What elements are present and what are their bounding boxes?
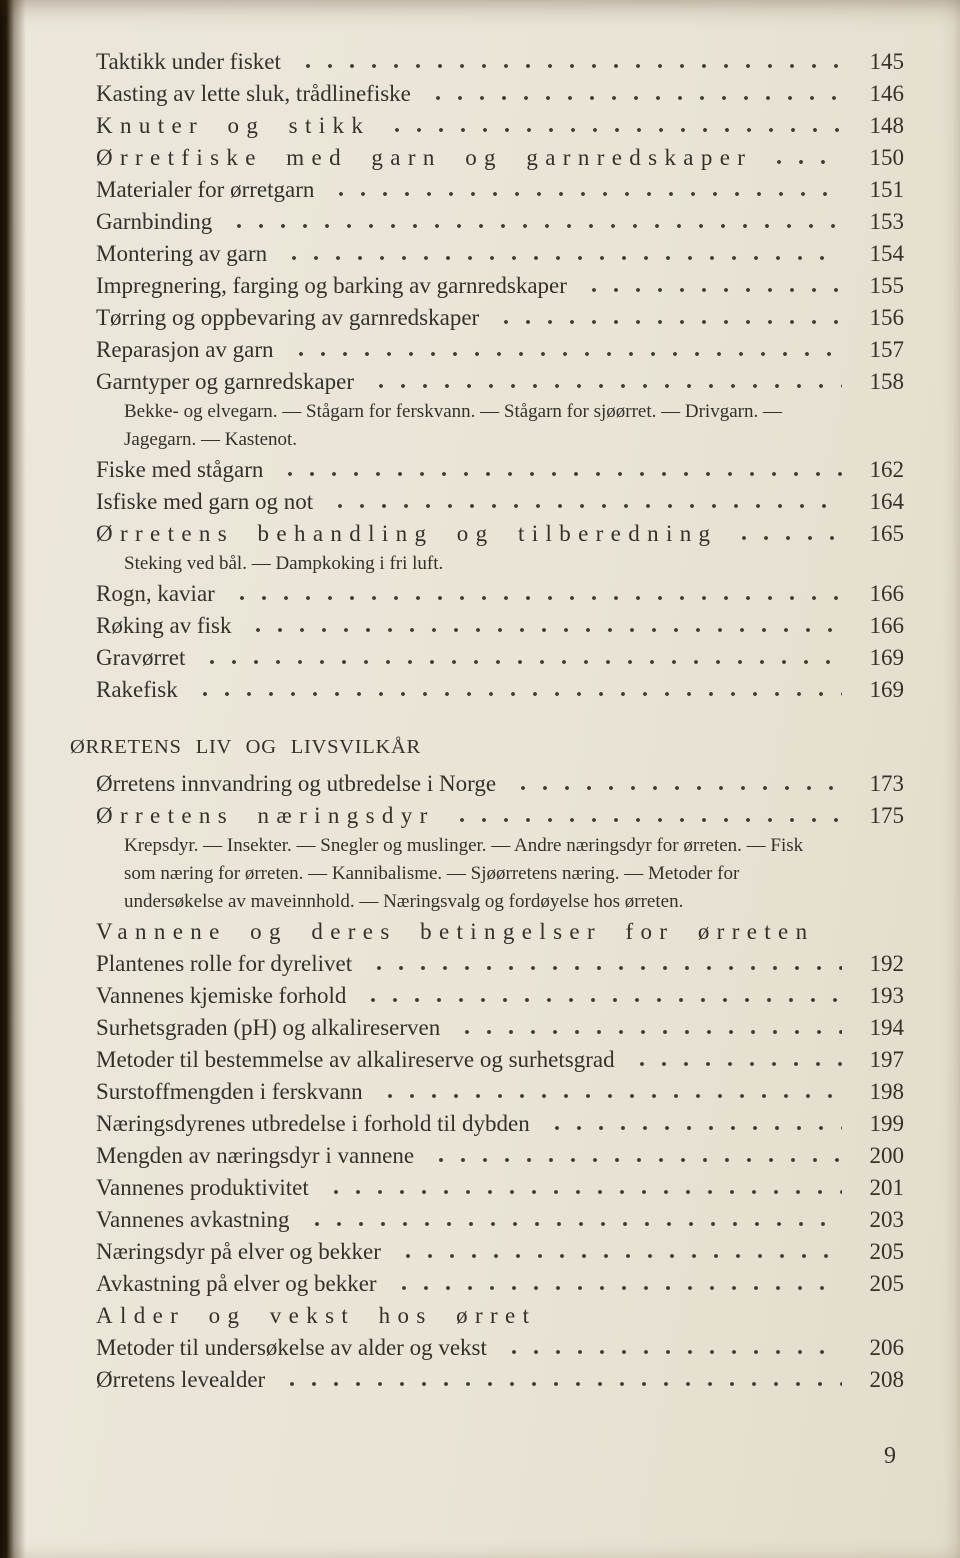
toc-entry-description: Bekke- og elvegarn. — Stågarn for ferskvann. — Stågarn for sjøørret. — Drivgarn. — Jagegarn. — Kastenot. [124, 401, 782, 450]
toc-entry [96, 800, 904, 916]
toc-entry-label: Vannene og deres betingelser for ørreten [96, 919, 815, 944]
toc-entry-line [96, 1332, 904, 1364]
dot-leader [546, 1125, 842, 1131]
dot-leader [503, 1349, 842, 1355]
dot-leader [325, 1189, 842, 1195]
toc-entry [96, 302, 904, 334]
toc-entry [96, 1204, 904, 1236]
toc-entry-label: Tørring og oppbevaring av garnredskaper [96, 305, 480, 330]
toc-entry [96, 916, 904, 948]
dot-leader [329, 503, 842, 509]
toc-entry-page: 156 [869, 305, 904, 330]
toc-section-heading: ØRRETENS LIV OG LIVSVILKÅR [70, 736, 421, 758]
toc-entry-page: 192 [869, 951, 904, 976]
toc-entry [96, 1300, 904, 1332]
dot-leader [430, 1157, 842, 1163]
toc-entry-line [96, 916, 904, 948]
toc-entry-page: 166 [869, 613, 904, 638]
toc-entry-page: 157 [869, 337, 904, 362]
toc-entry [96, 1140, 904, 1172]
toc-entry-line [96, 610, 904, 642]
toc-entry-label: Isfiske med garn og not [96, 489, 314, 514]
toc-entry-page: 158 [869, 369, 904, 394]
dot-leader [290, 351, 842, 357]
toc-entry-label: Metoder til undersøkelse av alder og vekst [96, 1335, 487, 1360]
toc-entry [96, 1076, 904, 1108]
toc-entry-label: Fiske med stågarn [96, 457, 264, 482]
toc-entry [96, 366, 904, 454]
toc-entry-page: 175 [869, 803, 904, 828]
toc-entry-page: 162 [869, 457, 904, 482]
toc-entry-page: 205 [869, 1239, 904, 1264]
toc-entry-line [96, 768, 904, 800]
page-binding-edge [0, 0, 26, 1558]
toc-entry [96, 518, 904, 578]
toc-entry-label: Knuter og stikk [96, 113, 371, 138]
toc-entry-label: Surstoffmengden i ferskvann [96, 1079, 363, 1104]
toc-entry-page: 198 [869, 1079, 904, 1104]
toc-entry-page: 193 [869, 983, 904, 1008]
toc-entry-description: Krepsdyr. — Insekter. — Snegler og muslinger. — Andre næringsdyr for ørreten. — Fisk som næring for ørreten. — Kannibalisme. — Sjøørretens næring. — Metoder for undersøkelse av maveinnhold. — Næringsvalg og fordøyelse hos ørreten. [124, 835, 804, 912]
toc-entry-line [96, 46, 904, 78]
dot-leader [495, 319, 842, 325]
dot-leader [512, 785, 842, 791]
toc-entry-line [96, 1172, 904, 1204]
toc-entry [96, 768, 904, 800]
toc-entry-label: Vannenes produktivitet [96, 1175, 309, 1200]
toc-entry-line [96, 578, 904, 610]
toc-entry-label: Reparasjon av garn [96, 337, 274, 362]
toc-entry-line [96, 1108, 904, 1140]
dot-leader [247, 627, 842, 633]
toc-entry-line [96, 1076, 904, 1108]
toc-entry [96, 1108, 904, 1140]
toc-entry [96, 142, 904, 174]
toc-entry-line [96, 518, 904, 550]
dot-leader [330, 191, 842, 197]
toc-entry-line [96, 674, 904, 706]
toc-entry-line [96, 800, 904, 832]
toc-entry-line [96, 238, 904, 270]
toc-entry-label: Røking av fisk [96, 613, 232, 638]
toc-entry-label: Materialer for ørretgarn [96, 177, 315, 202]
toc-entry-page: 205 [869, 1271, 904, 1296]
dot-leader [281, 1381, 842, 1387]
toc-entry-label: Vannenes kjemiske forhold [96, 983, 347, 1008]
toc-entry [96, 1364, 904, 1396]
toc-entry [96, 578, 904, 610]
toc-entry-label: Rakefisk [96, 677, 178, 702]
toc-entry [96, 948, 904, 980]
toc-entry-label: Avkastning på elver og bekker [96, 1271, 377, 1296]
toc-entry-page: 200 [869, 1143, 904, 1168]
toc-entry-page: 208 [869, 1367, 904, 1392]
dot-leader [451, 817, 842, 823]
dot-leader [306, 1221, 842, 1227]
toc-entry-label: Metoder til bestemmelse av alkalireserve og surhetsgrad [96, 1047, 615, 1072]
toc-entry-line [96, 302, 904, 334]
toc-entry [96, 206, 904, 238]
dot-leader [279, 471, 842, 477]
toc-entry-label: Alder og vekst hos ørret [96, 1303, 537, 1328]
toc-entry [96, 1236, 904, 1268]
dot-leader [733, 535, 842, 541]
toc-entry [96, 78, 904, 110]
toc-entry-label: Montering av garn [96, 241, 268, 266]
dot-leader [297, 63, 842, 69]
toc-entry-line [96, 486, 904, 518]
toc-entry-label: Surhetsgraden (pH) og alkalireserven [96, 1015, 441, 1040]
toc-entry-page: 169 [869, 645, 904, 670]
toc-entry-line [96, 366, 904, 398]
toc-entry-page: 169 [869, 677, 904, 702]
dot-leader [194, 691, 842, 697]
page-number: 9 [884, 1443, 896, 1469]
toc-entry-label: Garntyper og garnredskaper [96, 369, 354, 394]
toc-entry [96, 980, 904, 1012]
dot-leader [397, 1253, 842, 1259]
toc-entry-page: 201 [869, 1175, 904, 1200]
toc-entry-line [96, 78, 904, 110]
dot-leader [583, 287, 842, 293]
toc-entry-line [96, 270, 904, 302]
toc-entry [96, 1332, 904, 1364]
dot-leader [370, 383, 842, 389]
toc-entry-page: 146 [869, 81, 904, 106]
toc-entry-page: 199 [869, 1111, 904, 1136]
dot-leader [283, 255, 842, 261]
dot-leader [231, 595, 842, 601]
toc-entry-page: 145 [869, 49, 904, 74]
toc-entry-line [96, 980, 904, 1012]
toc-entry-label: Ørretens innvandring og utbredelse i Norge [96, 771, 497, 796]
toc-entry-label: Mengden av næringsdyr i vannene [96, 1143, 415, 1168]
toc-entry-page: 165 [869, 521, 904, 546]
dot-leader [379, 1093, 842, 1099]
dot-leader [228, 223, 842, 229]
dot-leader [386, 127, 842, 133]
dot-leader [631, 1061, 842, 1067]
toc-entry-label: Gravørret [96, 645, 186, 670]
toc-entry-page: 154 [869, 241, 904, 266]
dot-leader [362, 997, 842, 1003]
toc-entry-line [96, 1044, 904, 1076]
toc-entry-line [96, 334, 904, 366]
toc-entry [96, 642, 904, 674]
toc-entry-label: Impregnering, farging og barking av garnredskaper [96, 273, 567, 298]
toc-entry [96, 270, 904, 302]
dot-leader [427, 95, 842, 101]
toc-entry-page: 197 [869, 1047, 904, 1072]
toc-entry-label: Ørretens behandling og tilberedning [96, 521, 718, 546]
toc-entry-page: 150 [869, 145, 904, 170]
toc-entry-label: Garnbinding [96, 209, 213, 234]
toc-entry-label: Taktikk under fisket [96, 49, 281, 74]
toc-entry-label: Rogn, kaviar [96, 581, 215, 606]
toc-entry-line [96, 1012, 904, 1044]
toc-entry-label: Plantenes rolle for dyrelivet [96, 951, 353, 976]
toc-entry [96, 174, 904, 206]
toc-entry [96, 1268, 904, 1300]
toc-entry [96, 46, 904, 78]
dot-leader [393, 1285, 842, 1291]
toc-entry-line [96, 948, 904, 980]
toc-entry [96, 486, 904, 518]
toc-entry [96, 1172, 904, 1204]
toc-entry [96, 454, 904, 486]
toc-entry-page: 155 [869, 273, 904, 298]
toc-entry-line [96, 1236, 904, 1268]
toc-entry-page: 164 [869, 489, 904, 514]
toc-entry [96, 674, 904, 706]
toc-entry-label: Ørretfiske med garn og garnredskaper [96, 145, 753, 170]
toc-list [70, 46, 904, 1396]
dot-leader [201, 659, 842, 665]
toc-entry [96, 238, 904, 270]
toc-entry-line [96, 1140, 904, 1172]
toc-entry-label: Vannenes avkastning [96, 1207, 290, 1232]
toc-entry-page: 203 [869, 1207, 904, 1232]
toc-entry-label: Næringsdyrenes utbredelse i forhold til dybden [96, 1111, 530, 1136]
toc-entry-line [96, 1300, 904, 1332]
toc-entry-page: 173 [869, 771, 904, 796]
toc-entry [96, 110, 904, 142]
toc-entry-line [96, 110, 904, 142]
toc-entry-line [96, 174, 904, 206]
toc-entry-line [96, 454, 904, 486]
toc-entry-description: Steking ved bål. — Dampkoking i fri luft. [124, 553, 444, 574]
dot-leader [768, 159, 842, 165]
dot-leader [456, 1029, 842, 1035]
toc-entry-page: 206 [869, 1335, 904, 1360]
toc-entry-page: 153 [869, 209, 904, 234]
toc-entry [96, 1012, 904, 1044]
toc-entry-line [96, 642, 904, 674]
toc-entry-line [96, 142, 904, 174]
toc-entry-label: Kasting av lette sluk, trådlinefiske [96, 81, 411, 106]
toc-entry-line [96, 206, 904, 238]
toc-entry-line [96, 1204, 904, 1236]
toc-entry-page: 148 [869, 113, 904, 138]
toc-entry-label: Ørretens næringsdyr [96, 803, 435, 828]
toc-entry [96, 1044, 904, 1076]
toc-entry [96, 610, 904, 642]
toc-entry [96, 334, 904, 366]
dot-leader [368, 965, 842, 971]
toc-entry-page: 151 [869, 177, 904, 202]
toc-entry-page: 194 [869, 1015, 904, 1040]
toc-entry-page: 166 [869, 581, 904, 606]
toc-entry-line [96, 1364, 904, 1396]
toc-entry-line [96, 1268, 904, 1300]
toc-entry-label: Næringsdyr på elver og bekker [96, 1239, 381, 1264]
toc-entry-label: Ørretens levealder [96, 1367, 266, 1392]
